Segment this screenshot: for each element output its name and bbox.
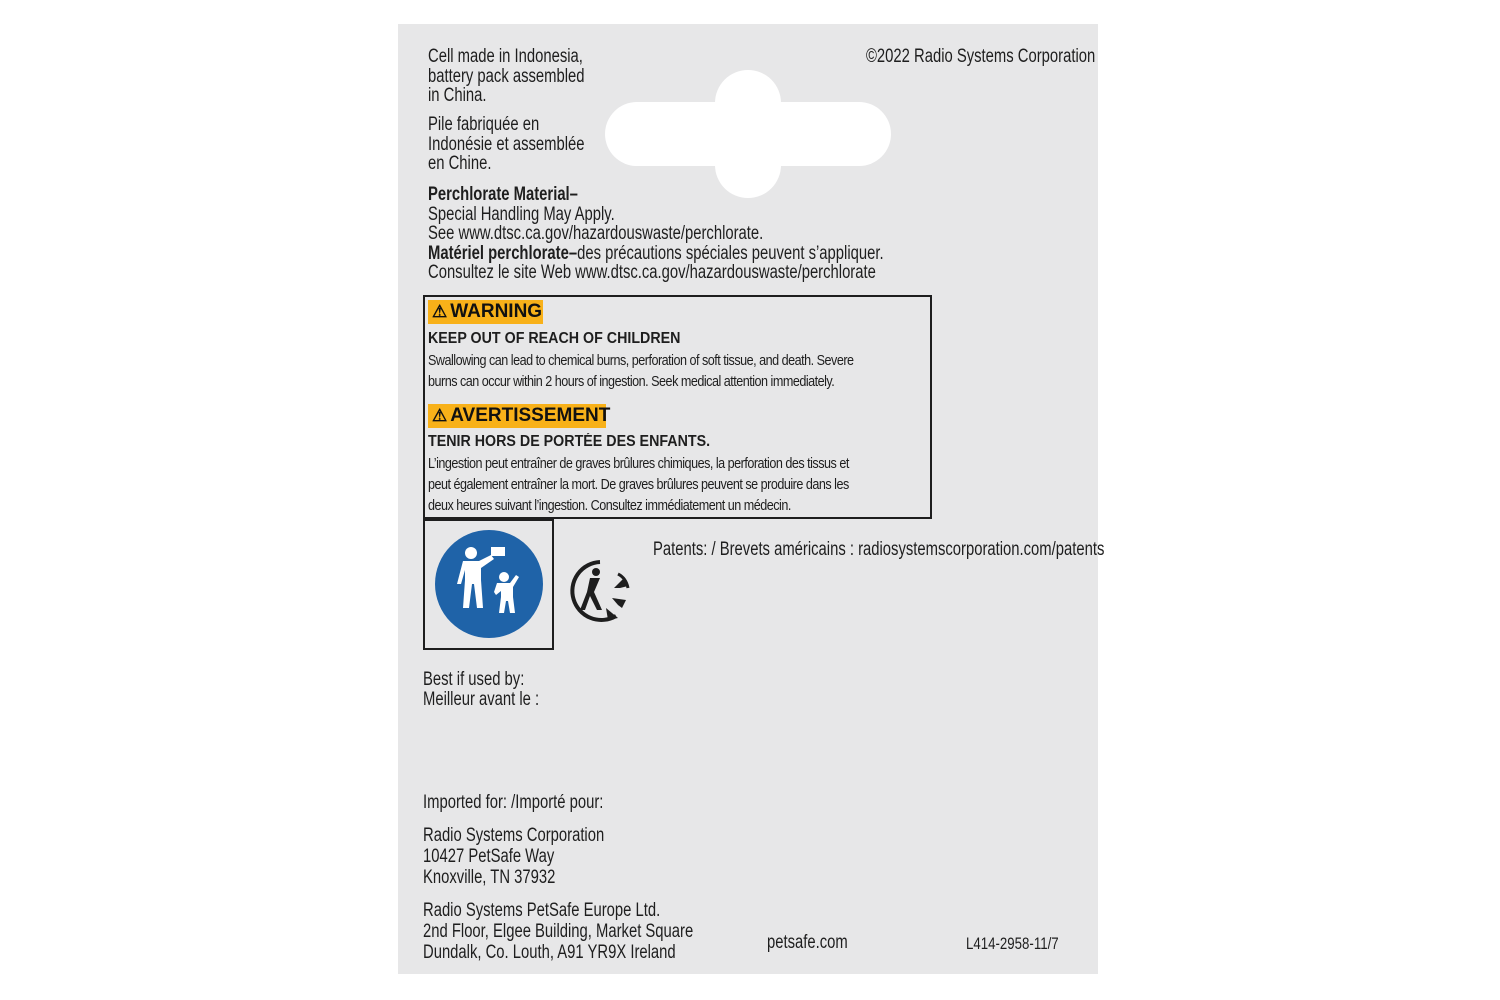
origin-en: Cell made in Indonesia, battery pack assembled in China. (428, 46, 585, 106)
warning-triangle-icon: ⚠ (432, 406, 448, 425)
perchlorate-notice: Perchlorate Material– Special Handling May Apply. See www.dtsc.ca.gov/hazardouswaste/perchlorate. Matériel perchlorate–des précautions spéciales peuvent s’appliquer. Consultez le site Web www.dtsc.ca.gov/hazardouswaste/perchlorate (428, 184, 884, 283)
warning-badge: ⚠ WARNING (428, 300, 543, 324)
avertissement-title: TENIR HORS DE PORTÉE DES ENFANTS. (428, 433, 711, 450)
part-code: L414-2958-11/7 (966, 934, 1059, 953)
copyright-notice: ©2022 Radio Systems Corporation (866, 46, 1096, 67)
avertissement-body: L’ingestion peut entraîner de graves brûlures chimiques, la perforation des tissus et peut également entraîner la mort. De graves brûlures peuvent se produire dans les deux heures suivant l’ingestion. Consultez immédiatement un médecin. (428, 455, 849, 514)
keep-away-from-children-icon (425, 521, 552, 648)
avertissement-badge: ⚠ AVERTISSEMENT (428, 404, 606, 428)
hang-hole-slot (715, 70, 781, 198)
website-text: petsafe.com (767, 932, 848, 953)
perchlorate-fr-title: Matériel perchlorate– (428, 242, 578, 264)
warning-triangle-icon: ⚠ (432, 302, 448, 321)
patents-notice: Patents: / Brevets américains : radiosystemscorporation.com/patents (653, 539, 1105, 560)
origin-fr: Pile fabriquée en Indonésie et assemblée en Chine. (428, 114, 585, 174)
importer-label: Imported for: /Importé pour: (423, 792, 604, 813)
importer-eu-address: Radio Systems PetSafe Europe Ltd. 2nd Floor, Elgee Building, Market Square Dundalk, Co. Louth, A91 YR9X Ireland (423, 900, 694, 963)
warning-body: Swallowing can lead to chemical burns, perforation of soft tissue, and death. Severe burns can occur within 2 hours of ingestion. Seek medical attention immediately. (428, 352, 854, 390)
importer-us-address: Radio Systems Corporation 10427 PetSafe Way Knoxville, TN 37932 (423, 825, 605, 888)
triman-recycling-icon (566, 558, 636, 624)
child-safety-icon-box (423, 519, 554, 650)
best-by-label: Best if used by: Meilleur avant le : (423, 669, 540, 710)
perchlorate-en-title: Perchlorate Material– (428, 184, 578, 205)
warning-title: KEEP OUT OF REACH OF CHILDREN (428, 330, 681, 347)
